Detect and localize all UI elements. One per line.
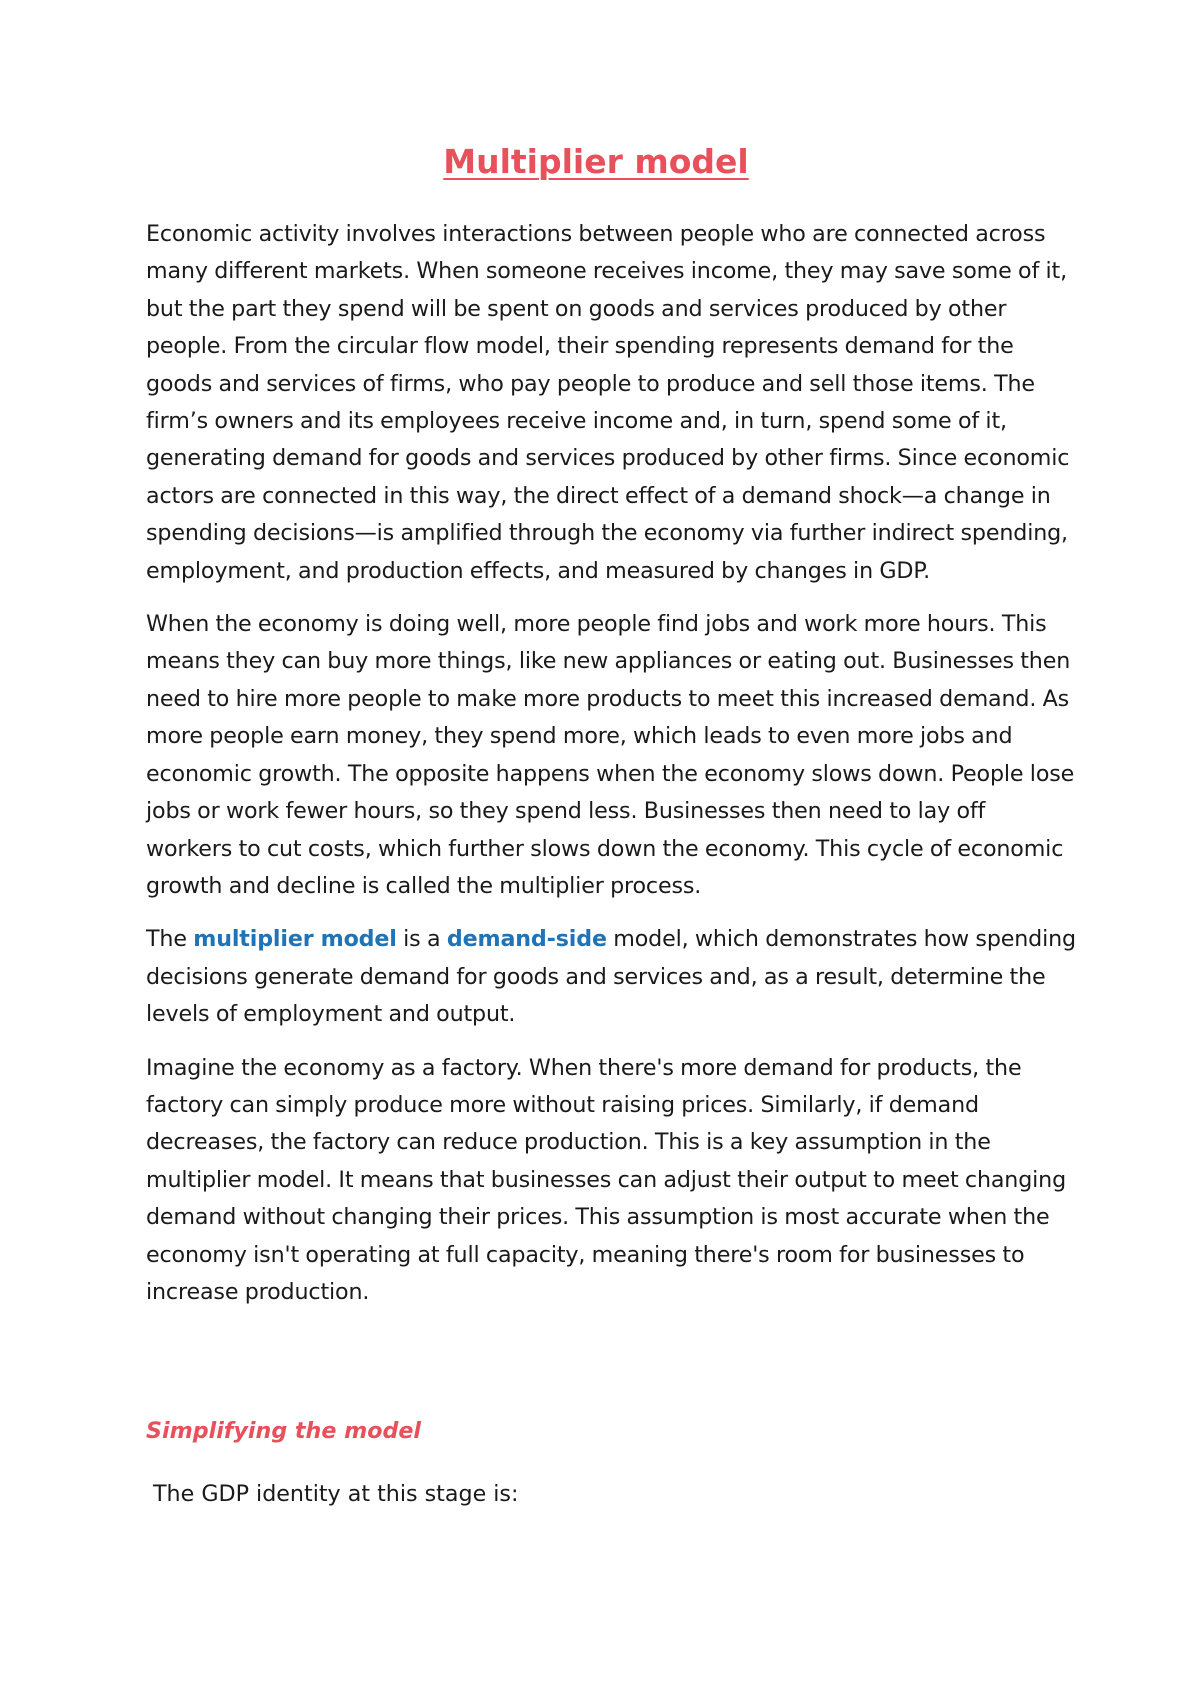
document-title: Multiplier model bbox=[443, 142, 749, 181]
paragraph-economy-cycle: When the economy is doing well, more people find jobs and work more hours. This means they can buy more things, like new appliances or eating out. Businesses then need to hire more people to make more products to meet this increased demand. As more people earn money, they spend more, which leads to even more jobs and economic growth. The opposite happens when the economy slows down. People lose jobs or work fewer hours, so they spend less. Businesses then need to lay off workers to cut costs, which further slows down the economy. This cycle of economic growth and decline is called the multiplier process. bbox=[146, 611, 1075, 899]
paragraph-definition bbox=[146, 921, 1076, 1033]
keyword-demand-side[interactable]: demand-side bbox=[446, 926, 607, 953]
section-heading: Simplifying the model bbox=[146, 1418, 421, 1444]
gdp-identity-text: The GDP identity at this stage is: bbox=[153, 1481, 519, 1507]
paragraph-factory: Imagine the economy as a factory. When there's more demand for products, the factory can simply produce more without raising prices. Similarly, if demand decreases, the factory can reduce production. This is a key assumption in the multiplier model. It means that businesses can adjust their output to meet changing demand without changing their prices. This assumption is most accurate when the economy isn't operating at full capacity, meaning there's room for businesses to increase production. bbox=[146, 1054, 1067, 1305]
keyword-multiplier-model[interactable]: multiplier model bbox=[193, 926, 397, 953]
paragraph-economic-activity: Economic activity involves interactions between people who are connected across many different markets. When someone receives income, they may save some of it, but the part they spend will be spent on goods and services produced by other people. From the circular flow model, their spending represents demand for the goods and services of firms, who pay people to produce and sell those items. The firm’s owners and its employees receive income and, in turn, spend some of it, generating demand for goods and services produced by other firms. Since economic actors are connected in this way, the direct effect of a demand shock—a change in spending decisions—is amplified through the economy via further indirect spending, employment, and production effects, and measured by changes in GDP. bbox=[146, 221, 1070, 584]
definition-suffix: model, which demonstrates how spending decisions generate demand for goods and services and, as a result, determine the levels of employment and output. bbox=[146, 926, 1076, 1028]
definition-middle: is a bbox=[396, 926, 447, 953]
document-body bbox=[146, 216, 1076, 1327]
definition-prefix: The bbox=[146, 926, 194, 953]
